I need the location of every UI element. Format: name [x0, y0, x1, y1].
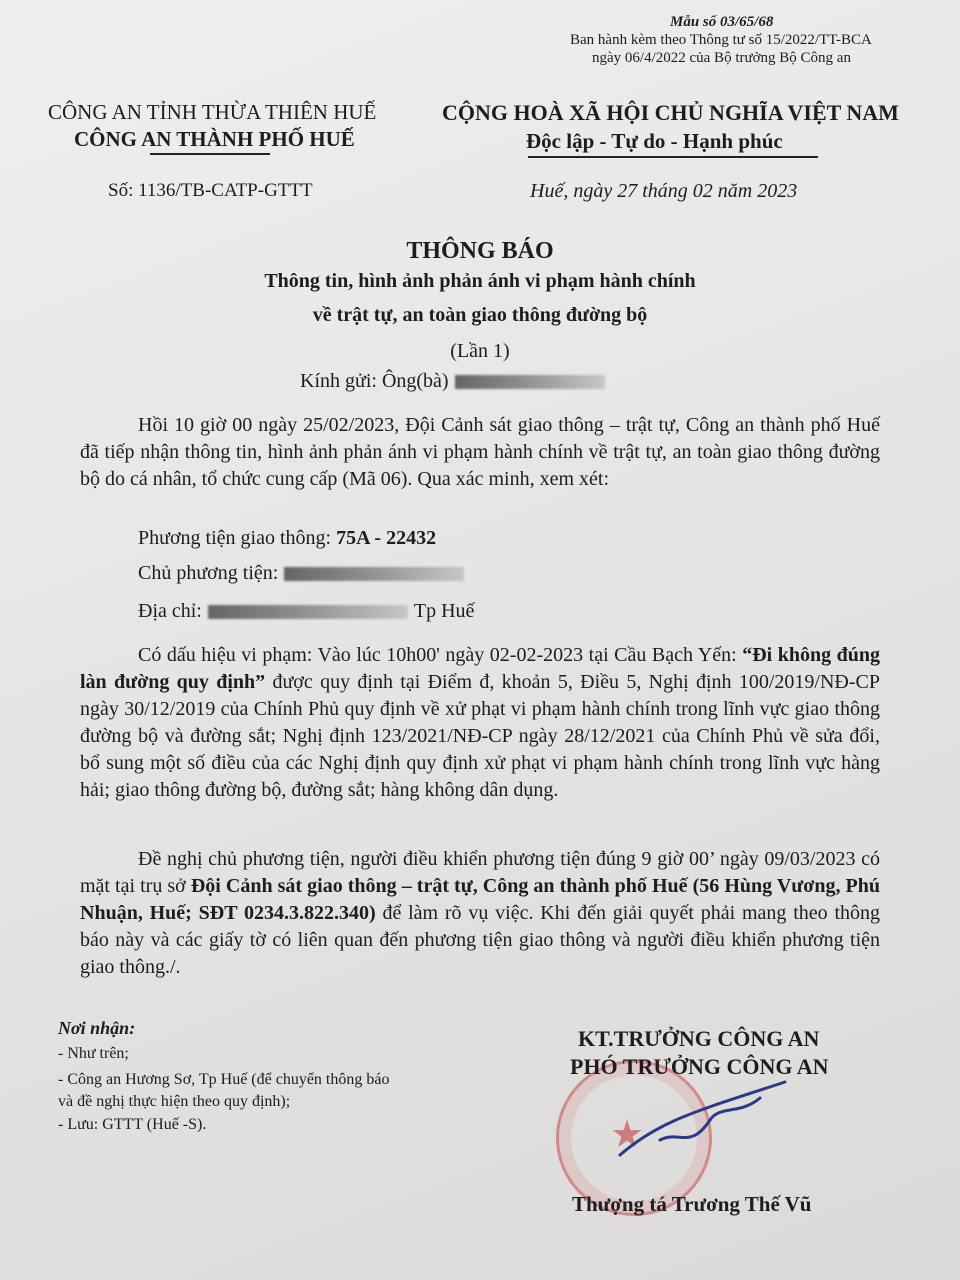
vehicle-label: Phương tiện giao thông:	[138, 527, 337, 549]
address-line	[138, 600, 474, 623]
violation-rest: được quy định tại Điểm đ, khoản 5, Điều 5, Nghị định 100/2019/NĐ-CP ngày 30/12/2019 của Chính Phủ quy định về xử phạt vi phạm hành chính trong lĩnh vực giao thông đường bộ và đường sắt; Nghị định 123/2021/NĐ-CP ngày 28/12/2021 của Chính Phủ về sửa đổi, bổ sung một số điều của các Nghị định quy định xử phạt vi phạm hành chính trong lĩnh vực hàng hải; giao thông đường bộ, đường sắt; hàng không dân dụng.	[80, 671, 880, 801]
address-city: Tp Huế	[413, 600, 475, 622]
recipient-item: - Lưu: GTTT (Huế -S).	[58, 1116, 207, 1133]
intro-text: Hồi 10 giờ 00 ngày 25/02/2023, Đội Cảnh sát giao thông – trật tự, Công an thành phố Huế đã tiếp nhận thông tin, hình ảnh phản ánh vi phạm hành chính về trật tự, an toàn giao thông đường bộ do cá nhân, tổ chức cung cấp (Mã 06). Qua xác minh, xem xét:	[80, 414, 880, 490]
owner-label: Chủ phương tiện:	[138, 562, 279, 584]
place-date: Huế, ngày 27 tháng 02 năm 2023	[530, 180, 798, 202]
notice-round: (Lần 1)	[450, 340, 510, 362]
redacted-name	[455, 375, 605, 389]
vehicle-line	[138, 527, 436, 550]
owner-line	[138, 562, 470, 585]
document-number: Số: 1136/TB-CATP-GTTT	[108, 180, 313, 201]
recipient-item: - Công an Hương Sơ, Tp Huế (để chuyển thông báo	[58, 1071, 390, 1088]
issued-by-line-2: ngày 06/4/2022 của Bộ trưởng Bộ Công an	[592, 50, 851, 66]
paragraph-violation	[80, 642, 880, 804]
paragraph-request	[80, 846, 880, 981]
signature-title-2: PHÓ TRƯỞNG CÔNG AN	[570, 1054, 829, 1079]
motto-underline	[528, 156, 818, 158]
document-title: THÔNG BÁO	[406, 238, 554, 264]
national-motto: Độc lập - Tự do - Hạnh phúc	[526, 129, 783, 153]
form-number: Mẫu số 03/65/68	[670, 14, 774, 30]
issued-by-line-1: Ban hành kèm theo Thông tư số 15/2022/TT-BCA	[570, 32, 872, 48]
redacted-address	[208, 605, 408, 619]
vehicle-plate: 75A - 22432	[336, 527, 437, 549]
agency-parent: CÔNG AN TỈNH THỪA THIÊN HUẾ	[48, 100, 377, 124]
recipient-item: và đề nghị thực hiện theo quy định);	[58, 1093, 291, 1110]
signer-name: Thượng tá Trương Thế Vũ	[572, 1192, 812, 1216]
recipient-label: Kính gửi: Ông(bà)	[300, 370, 449, 392]
seal-star-icon: ★	[610, 1114, 645, 1156]
violation-offense: “Đi không đúng làn đường quy định”	[80, 644, 880, 693]
signature-title-1: KT.TRƯỞNG CÔNG AN	[578, 1026, 820, 1051]
request-part-2: để làm rõ vụ việc. Khi đến giải quyết phải mang theo thông báo này và các giấy tờ có liên quan đến phương tiện giao thông và người điều khiển phương tiện giao thông./.	[80, 902, 881, 978]
request-part-1: Đề nghị chủ phương tiện, người điều khiển phương tiện đúng 9 giờ 00’ ngày 09/03/2023 có mặt tại trụ sở	[80, 848, 880, 897]
address-label: Địa chỉ:	[138, 600, 202, 622]
paragraph-intro	[80, 412, 880, 493]
agency-name: CÔNG AN THÀNH PHỐ HUẾ	[74, 127, 355, 151]
document-subtitle-1: Thông tin, hình ảnh phản ánh vi phạm hành chính	[264, 270, 696, 292]
redacted-owner	[284, 567, 464, 581]
violation-intro: Có dấu hiệu vi phạm: Vào lúc 10h00' ngày 02-02-2023 tại Cầu Bạch Yến:	[138, 644, 743, 666]
agency-underline	[150, 153, 270, 155]
nation-title: CỘNG HOÀ XÃ HỘI CHỦ NGHĨA VIỆT NAM	[442, 100, 899, 125]
recipients-title: Nơi nhận:	[58, 1018, 136, 1038]
recipient-item: - Như trên;	[58, 1045, 129, 1062]
recipient-line	[300, 370, 611, 393]
document-subtitle-2: về trật tự, an toàn giao thông đường bộ	[312, 304, 648, 326]
request-office: Đội Cảnh sát giao thông – trật tự, Công an thành phố Huế (56 Hùng Vương, Phú Nhuận, Huế; SĐT 0234.3.822.340)	[80, 875, 880, 924]
